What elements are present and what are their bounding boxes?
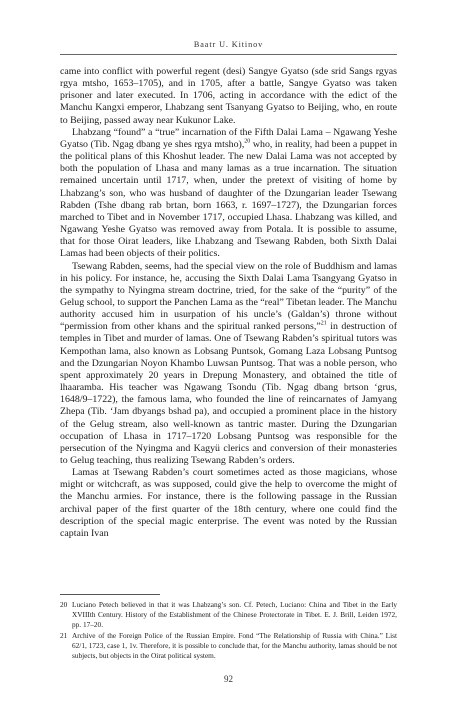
footnote [60,600,397,629]
paragraph-3-part-1: Tsewang Rabden, seems, had the special view on the role of Buddhism and lamas in his policy. For instance, he, accusing the Sixth Dalai Lama Tsangyang Gyatso in the sympathy to Nyingma stream doctrine, tried, for the sake of the “purity” of the Gelug school, to support the Panchen Lama as the “real” Tibetan leader. The Manchu authority accused him in usurpation of his uncle’s (Galdan’s) throne without “permission from other khans and the spiritual ranked persons,” [60,260,397,333]
footnote-rule [60,594,160,595]
page-number: 92 [224,674,233,684]
paragraph-1: came into conflict with powerful regent (desi) Sangye Gyatso (sde srid Sangs rgyas rgya mtsho, 1653–1705), and in 1705, after a battle, Sangye Gyatso was taken prisoner and later executed. In 1706, acting in accordance with the edict of the Manchu Kangxi emperor, Lhabzang sent Tsanyang Gyatso to Beijing, who, en route to Beijing, passed away near Kukunor Lake. [60,66,397,126]
footnote-text: Archive of the Foreign Police of the Russian Empire. Fond “The Relationship of Russia with China.” List 62/1, 1723, case 1, 1v. Therefore, it is possible to conclude that, for the Manchu authority, lamas should be not subjects, but objects in the Oirat political system. [72,631,397,660]
footnote-ref-21[interactable]: 21 [320,320,327,327]
paragraph-2-part-1: Lhabzang “found” a “true” incarnation of the Fifth Dalai Lama – Ngawang Yeshe Gyatso (Tib. Ngag dbang ye shes rgya mtsho), [60,126,397,150]
running-head: Baatr U. Kitinov [193,40,264,49]
footnote-text: Luciano Petech believed in that it was Lhabzang’s son. Cf. Petech, Luciano: China and Tibet in the Early XVIIIth Century. History of the Establishment of the Chinese Protectorate in Tibet. E. J. Brill, Leiden 1972, pp. 17–20. [72,600,397,629]
footnote-number: 21 [60,631,68,641]
footnotes [60,600,397,663]
paragraph-3-part-2: in destruction of temples in Tibet and murder of lamas. One of Tsewang Rabden’s spiritual tutors was Kempothan lama, also known as Lobsang Puntsok, Gomang Laza Lobsang Puntsog and the Dzungarian Noyon Khambo Luwsan Puntsog. That was a noble person, who spent approximately 20 years in Drepung Monastery, and obtained the title of lhaaramba. His teacher was Ngawang Tsondu (Tib. Ngag dbang brtson ‘grus, 1648/9–1722), the famous lama, who founded the line of reincarnates of Jamyang Zhepa (Tib. ‘Jam dbyangs bshad pa), and occupied a prominent place in the history of the Gelug stream, also well-known as tantric master. During the Dzungarian occupation of Lhasa in 1717–1720 Lobsang Puntsog was responsible for the persecution of the Nyingma and Kagyü clerics and conversion of their monasteries to Gelug teaching, thus realizing Tsewang Rabden’s orders. [60,321,397,466]
footnote-number: 20 [60,600,68,609]
footnote [60,631,397,660]
header-rule [60,54,397,55]
paragraph-2-part-2: who, in reality, had been a puppet in the political plans of this Khoshut leader. The new Dalai Lama was not accepted by both the population of Lhasa and many lamas as a true incarnation. The situation remained uncertain until 1717, when, under the pretext of visiting of home by Lhabzang’s son, who was husband of daughter of the Dzungarian leader Tsewang Rabden (Tshe dbang rab brtan, born 1663, r. 1697–1727), the Dzungarian forces marched to Tibet and in November 1717, occupied Lhasa. Lhabzang was killed, and Ngawang Yeshe Gyatso was removed away from Potala. It is possible to assume, that for those Oirat leaders, like Lhabzang and Tsewang Rabden, both Sixth Dalai Lamas had been objects of their politics. [60,138,398,260]
paragraph-4: Lamas at Tsewang Rabden’s court sometimes acted as those magicians, whose might or witchcraft, as was supposed, could give the help to overcome the might of the Manchu armies. For instance, there is the following passage in the Russian archival paper of the first quarter of the 18th century, where one could find the description of the special magic enterprise. The event was noted by the Russian captain Ivan [60,467,397,539]
paragraph-3 [60,261,397,468]
body-text [60,66,397,540]
paragraph-2 [60,127,397,261]
footnote-ref-20[interactable]: 20 [244,138,251,145]
